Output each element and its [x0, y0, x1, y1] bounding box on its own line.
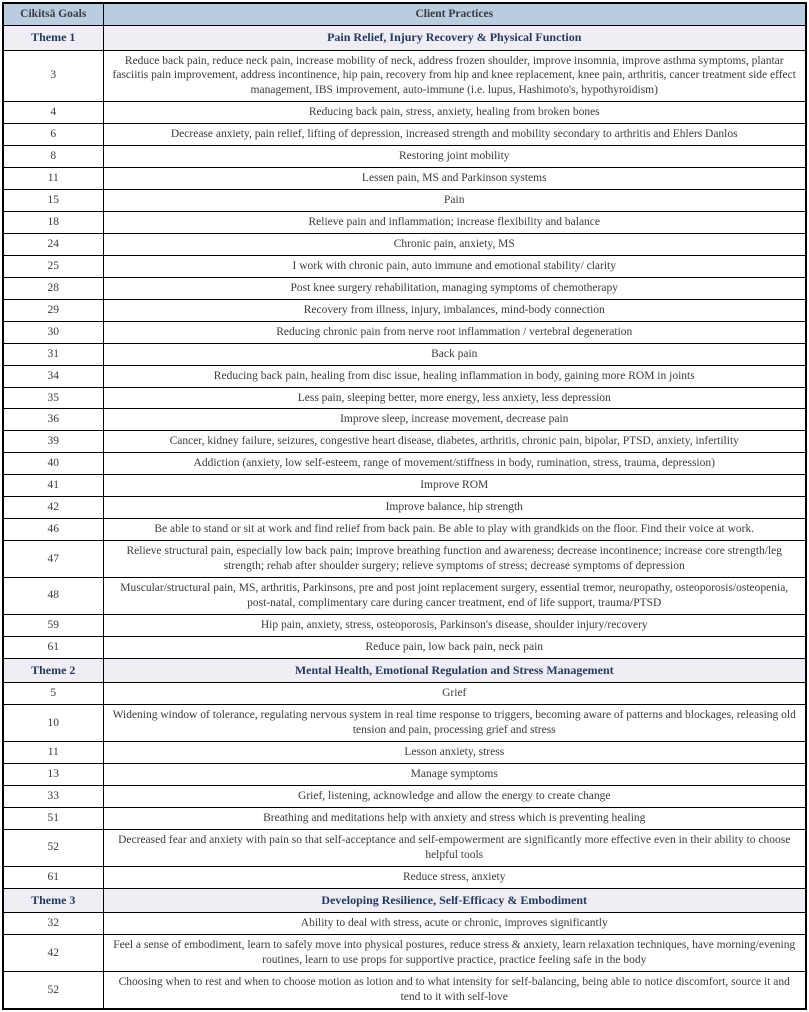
- goal-cell: 3: [3, 50, 103, 102]
- table-row: [3, 913, 806, 935]
- table-row: [3, 409, 806, 431]
- practice-cell: Recovery from illness, injury, imbalances, mind-body connection: [103, 299, 806, 321]
- table-row: [3, 614, 806, 636]
- theme-row: [3, 658, 806, 683]
- table-row: [3, 541, 806, 578]
- table-row: [3, 935, 806, 972]
- practice-cell: Decreased fear and anxiety with pain so that self-acceptance and self-empowerment are significantly more effective even in their ability to choose helpful tools: [103, 829, 806, 866]
- practice-cell: Grief, listening, acknowledge and allow the energy to create change: [103, 786, 806, 808]
- table-row: [3, 742, 806, 764]
- table-row: [3, 519, 806, 541]
- theme-row: [3, 888, 806, 913]
- practice-cell: Restoring joint mobility: [103, 146, 806, 168]
- table-row: [3, 636, 806, 658]
- header-cell-goals: Cikitsā Goals: [3, 3, 103, 25]
- table-row: [3, 786, 806, 808]
- table-row: [3, 764, 806, 786]
- goal-cell: 52: [3, 972, 103, 1009]
- practice-cell: Post knee surgery rehabilitation, managing symptoms of chemotherapy: [103, 277, 806, 299]
- table-row: [3, 233, 806, 255]
- practice-cell: Reduce back pain, reduce neck pain, increase mobility of neck, address frozen shoulder, improve insomnia, improve asthma symptoms, plantar fasciitis pain improvement, address incontinence, hip pain, recovery from hip and knee replacement, knee pain, arthritis, cancer treatment side effect management, IBS improvement, auto-immune (i.e. lupus, Hashimoto's, hypothyroidism): [103, 50, 806, 102]
- goal-cell: 39: [3, 431, 103, 453]
- goal-cell: 51: [3, 807, 103, 829]
- practice-cell: Grief: [103, 683, 806, 705]
- goal-cell: 10: [3, 705, 103, 742]
- practice-cell: Widening window of tolerance, regulating nervous system in real time response to triggers, becoming aware of patterns and blockages, releasing old tension and pain, processing grief and stress: [103, 705, 806, 742]
- goal-cell: 30: [3, 321, 103, 343]
- table-body: [3, 25, 806, 1009]
- goal-cell: 46: [3, 519, 103, 541]
- practice-cell: Developing Resilience, Self-Efficacy & Embodiment: [103, 888, 806, 913]
- table-row: [3, 277, 806, 299]
- goal-cell: Theme 2: [3, 658, 103, 683]
- practice-cell: Lesson anxiety, stress: [103, 742, 806, 764]
- table-row: [3, 431, 806, 453]
- table-row: [3, 365, 806, 387]
- practice-cell: Pain Relief, Injury Recovery & Physical Function: [103, 25, 806, 50]
- goal-cell: 28: [3, 277, 103, 299]
- goal-cell: 59: [3, 614, 103, 636]
- table-row: [3, 190, 806, 212]
- practice-cell: Reduce pain, low back pain, neck pain: [103, 636, 806, 658]
- practice-cell: Reducing chronic pain from nerve root inflammation / vertebral degeneration: [103, 321, 806, 343]
- goal-cell: 61: [3, 636, 103, 658]
- goal-cell: 11: [3, 168, 103, 190]
- practice-cell: Manage symptoms: [103, 764, 806, 786]
- table-row: [3, 475, 806, 497]
- table-row: [3, 807, 806, 829]
- goal-cell: 32: [3, 913, 103, 935]
- table-row: [3, 829, 806, 866]
- table-row: [3, 866, 806, 888]
- goal-cell: 41: [3, 475, 103, 497]
- goal-cell: 8: [3, 146, 103, 168]
- practice-cell: I work with chronic pain, auto immune and emotional stability/ clarity: [103, 255, 806, 277]
- goal-cell: 25: [3, 255, 103, 277]
- practice-cell: Be able to stand or sit at work and find relief from back pain. Be able to play with grandkids on the floor. Find their voice at work.: [103, 519, 806, 541]
- practice-cell: Breathing and meditations help with anxiety and stress which is preventing healing: [103, 807, 806, 829]
- goal-cell: 61: [3, 866, 103, 888]
- table-row: [3, 102, 806, 124]
- practice-cell: Hip pain, anxiety, stress, osteoporosis, Parkinson's disease, shoulder injury/recovery: [103, 614, 806, 636]
- goal-cell: 31: [3, 343, 103, 365]
- practice-cell: Reducing back pain, stress, anxiety, healing from broken bones: [103, 102, 806, 124]
- goal-cell: 40: [3, 453, 103, 475]
- practice-cell: Improve sleep, increase movement, decrease pain: [103, 409, 806, 431]
- practice-cell: Muscular/structural pain, MS, arthritis, Parkinsons, pre and post joint replacement surgery, essential tremor, neuropathy, osteoporosis/osteopenia, post-natal, complimentary care during cancer treatment, end of life support, trauma/PTSD: [103, 577, 806, 614]
- table-row: [3, 972, 806, 1009]
- goal-cell: 52: [3, 829, 103, 866]
- goal-cell: 47: [3, 541, 103, 578]
- goal-cell: Theme 1: [3, 25, 103, 50]
- practice-cell: Lessen pain, MS and Parkinson systems: [103, 168, 806, 190]
- table-row: [3, 212, 806, 234]
- goal-cell: 11: [3, 742, 103, 764]
- goal-cell: 48: [3, 577, 103, 614]
- table-header: [3, 3, 806, 25]
- goals-practices-table: [2, 2, 807, 1010]
- table-row: [3, 124, 806, 146]
- table-row: [3, 577, 806, 614]
- goal-cell: Theme 3: [3, 888, 103, 913]
- table-row: [3, 255, 806, 277]
- table-row: [3, 683, 806, 705]
- practice-cell: Reduce stress, anxiety: [103, 866, 806, 888]
- table-row: [3, 146, 806, 168]
- table-row: [3, 168, 806, 190]
- practice-cell: Less pain, sleeping better, more energy, less anxiety, less depression: [103, 387, 806, 409]
- practice-cell: Choosing when to rest and when to choose motion as lotion and to what intensity for self-balancing, being able to notice discomfort, source it and tend to it with self-love: [103, 972, 806, 1009]
- goal-cell: 36: [3, 409, 103, 431]
- header-row: [3, 3, 806, 25]
- goal-cell: 18: [3, 212, 103, 234]
- goal-cell: 42: [3, 497, 103, 519]
- practice-cell: Feel a sense of embodiment, learn to safely move into physical postures, reduce stress & anxiety, learn relaxation techniques, have morning/evening routines, learn to use props for supportive practice, practice feeling safe in the body: [103, 935, 806, 972]
- goal-cell: 13: [3, 764, 103, 786]
- table-row: [3, 343, 806, 365]
- table-row: [3, 705, 806, 742]
- table-row: [3, 387, 806, 409]
- practice-cell: Addiction (anxiety, low self-esteem, range of movement/stiffness in body, rumination, stress, trauma, depression): [103, 453, 806, 475]
- goal-cell: 15: [3, 190, 103, 212]
- goal-cell: 6: [3, 124, 103, 146]
- goal-cell: 33: [3, 786, 103, 808]
- practice-cell: Ability to deal with stress, acute or chronic, improves significantly: [103, 913, 806, 935]
- table-row: [3, 321, 806, 343]
- goal-cell: 29: [3, 299, 103, 321]
- goal-cell: 5: [3, 683, 103, 705]
- goal-cell: 34: [3, 365, 103, 387]
- practice-cell: Improve balance, hip strength: [103, 497, 806, 519]
- practice-cell: Pain: [103, 190, 806, 212]
- header-cell-practices: Client Practices: [103, 3, 806, 25]
- practice-cell: Cancer, kidney failure, seizures, congestive heart disease, diabetes, arthritis, chronic pain, bipolar, PTSD, anxiety, infertility: [103, 431, 806, 453]
- practice-cell: Mental Health, Emotional Regulation and Stress Management: [103, 658, 806, 683]
- practice-cell: Relieve pain and inflammation; increase flexibility and balance: [103, 212, 806, 234]
- practice-cell: Improve ROM: [103, 475, 806, 497]
- goal-cell: 35: [3, 387, 103, 409]
- goal-cell: 4: [3, 102, 103, 124]
- practice-cell: Decrease anxiety, pain relief, lifting of depression, increased strength and mobility secondary to arthritis and Ehlers Danlos: [103, 124, 806, 146]
- practice-cell: Chronic pain, anxiety, MS: [103, 233, 806, 255]
- table-row: [3, 299, 806, 321]
- practice-cell: Back pain: [103, 343, 806, 365]
- theme-row: [3, 25, 806, 50]
- table-row: [3, 453, 806, 475]
- table-row: [3, 50, 806, 102]
- table-row: [3, 497, 806, 519]
- goal-cell: 24: [3, 233, 103, 255]
- practice-cell: Reducing back pain, healing from disc issue, healing inflammation in body, gaining more ROM in joints: [103, 365, 806, 387]
- goal-cell: 42: [3, 935, 103, 972]
- practice-cell: Relieve structural pain, especially low back pain; improve breathing function and awareness; decrease incontinence; increase core strength/leg strength; rehab after shoulder surgery; relieve symptoms of stress; decrease symptoms of depression: [103, 541, 806, 578]
